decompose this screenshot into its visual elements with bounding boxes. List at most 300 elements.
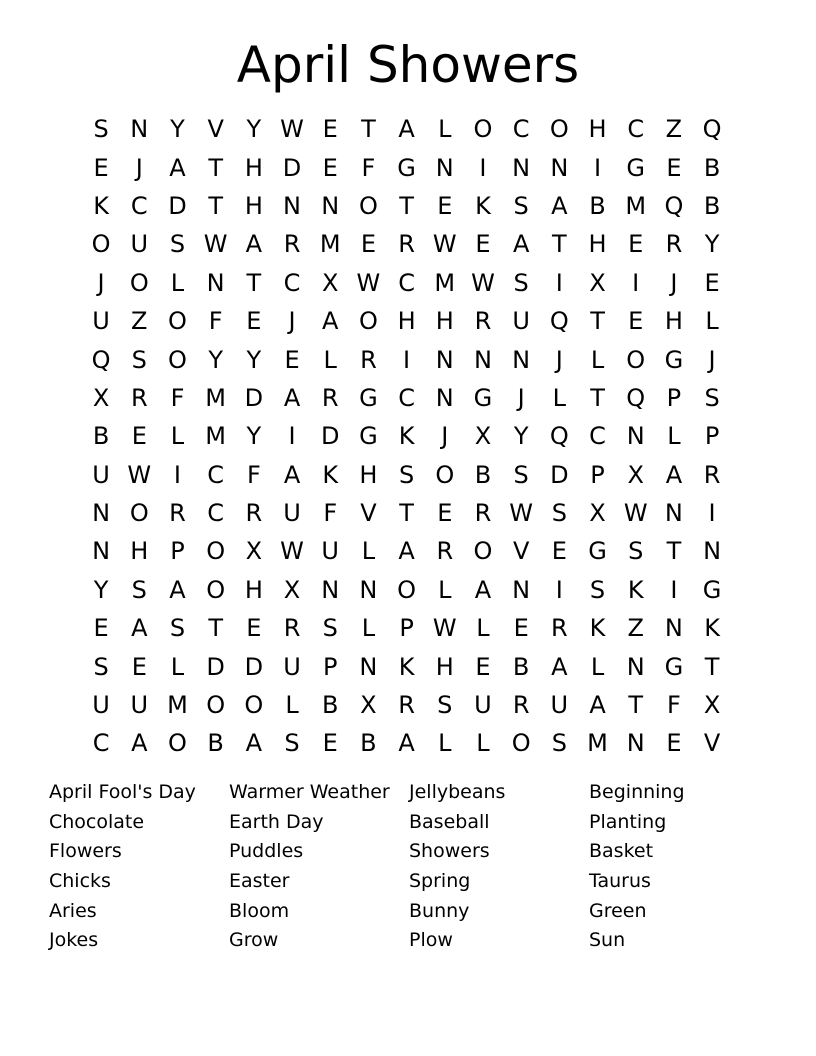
word-list-item: Chicks: [49, 870, 111, 893]
grid-letter: G: [397, 153, 416, 182]
grid-letter: S: [513, 191, 529, 220]
grid-letter: R: [130, 383, 148, 412]
grid-letter: Z: [665, 115, 683, 144]
grid-letter: Q: [91, 345, 111, 374]
grid-letter: K: [398, 422, 415, 451]
grid-letter: J: [555, 345, 563, 374]
grid-letter: E: [131, 652, 147, 681]
grid-letter: Y: [513, 422, 529, 451]
grid-letter: T: [704, 652, 720, 681]
grid-letter: U: [550, 691, 569, 720]
grid-letter: R: [512, 691, 530, 720]
word-list-item: Earth Day: [229, 810, 324, 833]
grid-letter: A: [665, 460, 683, 489]
word-list-item: Grow: [229, 929, 279, 952]
grid-letter: N: [512, 575, 531, 604]
grid-letter: H: [130, 537, 149, 566]
grid-letter: S: [93, 115, 109, 144]
grid-letter: K: [589, 614, 606, 643]
grid-letter: R: [551, 614, 568, 643]
grid-letter: V: [512, 537, 530, 566]
grid-letter: R: [169, 499, 186, 528]
grid-letter: L: [285, 691, 299, 720]
word-list-item: Flowers: [49, 840, 122, 863]
grid-letter: A: [398, 115, 415, 144]
grid-letter: O: [168, 729, 187, 758]
grid-letter: G: [626, 153, 646, 182]
grid-letter: Z: [131, 307, 148, 336]
grid-letter: Q: [664, 191, 684, 220]
grid-letter: D: [206, 652, 225, 681]
word-list-item: Spring: [409, 870, 471, 893]
grid-letter: L: [361, 614, 376, 643]
grid-letter: J: [135, 153, 143, 182]
grid-letter: N: [435, 153, 454, 182]
grid-letter: E: [322, 729, 338, 758]
grid-letter: U: [283, 499, 301, 528]
grid-letter: A: [169, 575, 186, 604]
grid-letter: Y: [704, 230, 720, 259]
grid-letter: C: [283, 268, 301, 297]
grid-letter: P: [666, 383, 682, 412]
grid-letter: R: [436, 537, 454, 566]
grid-letter: J: [97, 268, 105, 297]
grid-letter: U: [283, 652, 301, 681]
grid-letter: X: [92, 383, 110, 412]
grid-letter: E: [513, 614, 529, 643]
grid-letter: A: [245, 729, 263, 758]
grid-letter: E: [437, 499, 453, 528]
grid-letter: T: [246, 268, 262, 297]
grid-letter: J: [441, 422, 449, 451]
word-list-item: Jellybeans: [409, 781, 506, 803]
grid-letter: K: [475, 191, 491, 220]
grid-letter: U: [512, 307, 530, 336]
grid-letter: E: [628, 230, 644, 259]
grid-letter: D: [320, 422, 340, 451]
grid-letter: L: [170, 268, 185, 297]
grid-letter: D: [550, 460, 569, 489]
grid-letter: O: [473, 115, 493, 144]
grid-letter: U: [92, 307, 110, 336]
grid-letter: X: [321, 268, 339, 297]
grid-letter: Y: [246, 422, 262, 451]
word-list-item: Jokes: [49, 929, 99, 952]
grid-letter: Y: [246, 345, 262, 374]
grid-letter: H: [359, 460, 378, 489]
grid-letter: U: [92, 691, 110, 720]
grid-letter: S: [398, 460, 415, 489]
grid-letter: X: [627, 460, 644, 489]
word-list-item: Taurus: [589, 870, 651, 893]
grid-letter: T: [399, 499, 414, 528]
grid-letter: G: [359, 383, 378, 412]
grid-letter: W: [127, 460, 152, 489]
grid-letter: U: [130, 691, 149, 720]
grid-letter: J: [670, 268, 678, 297]
grid-letter: F: [170, 383, 185, 412]
grid-letter: A: [474, 575, 492, 604]
grid-letter: A: [322, 307, 339, 336]
grid-letter: N: [435, 345, 454, 374]
grid-letter: Y: [170, 115, 185, 144]
grid-row: [82, 609, 731, 647]
grid-letter: Y: [208, 345, 223, 374]
grid-letter: G: [664, 652, 684, 681]
grid-letter: T: [666, 537, 682, 566]
grid-letter: S: [513, 268, 529, 297]
grid-letter: H: [244, 191, 263, 220]
grid-letter: N: [512, 153, 531, 182]
grid-letter: X: [474, 422, 492, 451]
grid-letter: W: [280, 537, 304, 566]
grid-letter: S: [131, 575, 147, 604]
grid-letter: N: [435, 383, 454, 412]
word-list-item: Chocolate: [49, 810, 145, 833]
grid-letter: B: [92, 422, 110, 451]
grid-row: [82, 724, 731, 762]
grid-letter: S: [704, 383, 720, 412]
grid-letter: N: [512, 345, 531, 374]
grid-letter: H: [435, 652, 454, 681]
grid-letter: L: [438, 575, 452, 604]
grid-letter: N: [703, 537, 722, 566]
grid-letter: B: [703, 191, 721, 220]
grid-letter: T: [208, 191, 223, 220]
grid-letter: S: [551, 729, 567, 758]
grid-letter: N: [321, 191, 340, 220]
word-list-item: Sun: [589, 929, 626, 952]
grid-letter: O: [549, 115, 569, 144]
grid-letter: C: [512, 115, 530, 144]
grid-letter: R: [703, 460, 721, 489]
grid-letter: H: [588, 115, 607, 144]
grid-letter: I: [670, 575, 678, 604]
grid-letter: B: [360, 729, 377, 758]
grid-letter: N: [283, 191, 301, 220]
grid-letter: T: [361, 115, 376, 144]
grid-letter: C: [130, 191, 148, 220]
grid-letter: L: [590, 652, 605, 681]
grid-letter: M: [319, 230, 341, 259]
grid-letter: R: [283, 230, 301, 259]
grid-letter: M: [587, 729, 608, 758]
grid-letter: O: [206, 691, 226, 720]
grid-letter: E: [666, 153, 682, 182]
grid-row: [82, 647, 731, 685]
grid-letter: O: [168, 345, 187, 374]
grid-letter: C: [589, 422, 606, 451]
grid-letter: F: [361, 153, 376, 182]
grid-letter: T: [590, 307, 605, 336]
word-list-item: Easter: [229, 870, 290, 893]
grid-row: [82, 340, 731, 378]
grid-letter: S: [513, 460, 529, 489]
grid-letter: B: [321, 691, 339, 720]
grid-letter: W: [432, 230, 457, 259]
word-list-item: April Fool's Day: [49, 781, 196, 803]
grid-letter: G: [473, 383, 493, 412]
word-list-item: Showers: [409, 840, 490, 863]
grid-letter: R: [360, 345, 377, 374]
grid-letter: O: [358, 307, 378, 336]
grid-letter: H: [244, 153, 263, 182]
grid-letter: P: [322, 652, 338, 681]
grid-letter: L: [552, 383, 567, 412]
grid-letter: O: [91, 230, 111, 259]
grid-letter: I: [555, 268, 563, 297]
grid-letter: R: [398, 230, 415, 259]
grid-letter: I: [173, 460, 181, 489]
grid-letter: A: [131, 614, 148, 643]
grid-letter: L: [705, 307, 719, 336]
grid-letter: P: [399, 614, 414, 643]
grid-letter: L: [323, 345, 337, 374]
grid-letter: E: [475, 230, 491, 259]
word-list-item: Green: [589, 899, 647, 922]
grid-letter: P: [704, 422, 720, 451]
grid-letter: Y: [246, 115, 262, 144]
grid-letter: Q: [702, 115, 722, 144]
grid-letter: L: [667, 422, 681, 451]
grid-letter: L: [476, 614, 490, 643]
grid-letter: L: [438, 115, 452, 144]
word-list-item: Plow: [409, 929, 453, 952]
grid-letter: D: [168, 191, 187, 220]
grid-letter: U: [130, 230, 149, 259]
grid-row: [82, 110, 731, 148]
grid-letter: C: [627, 115, 645, 144]
grid-row: [82, 264, 731, 302]
grid-letter: A: [398, 537, 415, 566]
grid-row: [82, 686, 731, 724]
grid-letter: H: [397, 307, 416, 336]
grid-letter: A: [131, 729, 148, 758]
grid-letter: U: [92, 460, 110, 489]
grid-letter: N: [626, 729, 645, 758]
grid-letter: L: [361, 537, 376, 566]
grid-letter: N: [92, 537, 111, 566]
word-list-item: Basket: [589, 840, 654, 863]
grid-letter: E: [360, 230, 376, 259]
grid-letter: J: [288, 307, 296, 336]
grid-letter: E: [628, 307, 644, 336]
grid-letter: S: [437, 691, 453, 720]
grid-letter: H: [244, 575, 263, 604]
grid-letter: L: [438, 729, 452, 758]
grid-letter: W: [509, 499, 534, 528]
grid-row: [82, 302, 731, 340]
grid-letter: K: [627, 575, 644, 604]
grid-letter: N: [321, 575, 340, 604]
grid-letter: N: [92, 499, 111, 528]
grid-letter: B: [474, 460, 492, 489]
grid-letter: W: [471, 268, 495, 297]
grid-letter: B: [703, 153, 721, 182]
word-column: [229, 778, 409, 956]
grid-row: [82, 571, 731, 609]
grid-letter: N: [130, 115, 149, 144]
grid-letter: S: [131, 345, 147, 374]
grid-letter: X: [703, 691, 721, 720]
word-list-item: Bloom: [229, 899, 290, 922]
grid-letter: E: [437, 191, 453, 220]
grid-letter: G: [702, 575, 722, 604]
grid-letter: P: [170, 537, 185, 566]
grid-letter: F: [246, 460, 261, 489]
grid-letter: O: [435, 460, 455, 489]
grid-letter: G: [664, 345, 684, 374]
grid-letter: B: [512, 652, 530, 681]
grid-letter: M: [205, 422, 227, 451]
word-column: [409, 778, 589, 956]
grid-letter: D: [244, 383, 264, 412]
grid-letter: O: [206, 537, 226, 566]
grid-letter: C: [92, 729, 110, 758]
grid-letter: N: [206, 268, 225, 297]
grid-letter: S: [169, 230, 186, 259]
grid-letter: O: [244, 691, 264, 720]
grid-letter: T: [590, 383, 605, 412]
grid-letter: S: [322, 614, 338, 643]
grid-letter: D: [282, 153, 302, 182]
grid-letter: W: [623, 499, 648, 528]
grid-letter: O: [168, 307, 187, 336]
grid-letter: X: [589, 268, 606, 297]
grid-letter: K: [93, 191, 109, 220]
grid-letter: I: [632, 268, 640, 297]
letter-grid: [82, 110, 731, 763]
grid-letter: W: [203, 230, 228, 259]
grid-letter: U: [474, 691, 492, 720]
grid-letter: F: [323, 499, 338, 528]
grid-letter: F: [208, 307, 223, 336]
grid-letter: N: [664, 499, 683, 528]
grid-letter: T: [399, 191, 414, 220]
grid-letter: A: [551, 652, 568, 681]
grid-row: [82, 456, 731, 494]
grid-letter: G: [588, 537, 607, 566]
grid-letter: M: [167, 691, 188, 720]
grid-letter: T: [552, 230, 567, 259]
grid-letter: M: [205, 383, 227, 412]
grid-letter: Y: [93, 575, 109, 604]
grid-letter: E: [322, 115, 338, 144]
grid-letter: F: [667, 691, 681, 720]
grid-letter: O: [129, 268, 149, 297]
grid-letter: P: [590, 460, 605, 489]
grid-letter: E: [551, 537, 567, 566]
grid-row: [82, 225, 731, 263]
grid-letter: V: [207, 115, 224, 144]
grid-letter: E: [131, 422, 147, 451]
grid-letter: Q: [626, 383, 646, 412]
grid-letter: E: [93, 153, 109, 182]
grid-letter: U: [321, 537, 339, 566]
grid-letter: K: [704, 614, 720, 643]
grid-letter: S: [93, 652, 109, 681]
grid-letter: Q: [549, 307, 569, 336]
grid-letter: J: [517, 383, 525, 412]
grid-letter: R: [474, 499, 492, 528]
grid-letter: X: [589, 499, 606, 528]
grid-letter: E: [666, 729, 682, 758]
grid-letter: O: [511, 729, 531, 758]
grid-letter: V: [703, 729, 721, 758]
grid-letter: R: [245, 499, 263, 528]
grid-letter: T: [208, 153, 223, 182]
grid-letter: B: [207, 729, 224, 758]
grid-letter: I: [708, 499, 716, 528]
grid-letter: A: [398, 729, 415, 758]
word-list-item: Baseball: [409, 810, 490, 833]
grid-letter: C: [207, 499, 225, 528]
grid-letter: N: [473, 345, 492, 374]
grid-letter: M: [434, 268, 456, 297]
grid-row: [82, 148, 731, 186]
grid-letter: E: [704, 268, 720, 297]
grid-letter: G: [359, 422, 378, 451]
grid-letter: O: [626, 345, 646, 374]
word-column: [49, 778, 229, 956]
grid-row: [82, 187, 731, 225]
grid-letter: E: [246, 307, 262, 336]
grid-letter: A: [551, 191, 568, 220]
grid-letter: L: [476, 729, 490, 758]
word-list-item: Puddles: [229, 840, 304, 863]
grid-letter: X: [283, 575, 301, 604]
grid-letter: O: [358, 191, 378, 220]
grid-letter: N: [359, 575, 378, 604]
page-title: April Showers: [236, 36, 580, 94]
grid-letter: V: [360, 499, 377, 528]
grid-letter: O: [473, 537, 493, 566]
grid-row: [82, 379, 731, 417]
grid-letter: C: [207, 460, 225, 489]
grid-letter: T: [628, 691, 644, 720]
grid-letter: A: [589, 691, 606, 720]
grid-letter: K: [322, 460, 339, 489]
grid-letter: O: [129, 499, 149, 528]
grid-letter: A: [283, 383, 301, 412]
grid-letter: R: [665, 230, 683, 259]
grid-row: [82, 532, 731, 570]
grid-letter: N: [664, 614, 683, 643]
word-list-item: Beginning: [589, 781, 685, 803]
grid-letter: L: [170, 422, 185, 451]
grid-row: [82, 417, 731, 455]
grid-letter: I: [479, 153, 487, 182]
grid-letter: H: [588, 230, 607, 259]
word-list: [49, 778, 769, 956]
grid-letter: A: [245, 230, 263, 259]
grid-letter: Q: [549, 422, 569, 451]
grid-letter: T: [208, 614, 223, 643]
grid-letter: E: [93, 614, 109, 643]
word-list-item: Planting: [589, 810, 667, 833]
grid-letter: C: [398, 268, 415, 297]
grid-letter: B: [589, 191, 606, 220]
grid-letter: S: [628, 537, 644, 566]
grid-letter: N: [359, 652, 378, 681]
grid-letter: O: [206, 575, 226, 604]
grid-letter: I: [555, 575, 563, 604]
grid-letter: L: [170, 652, 185, 681]
word-list-item: Aries: [49, 899, 97, 922]
grid-letter: A: [512, 230, 530, 259]
grid-letter: N: [550, 153, 569, 182]
grid-letter: N: [626, 652, 645, 681]
